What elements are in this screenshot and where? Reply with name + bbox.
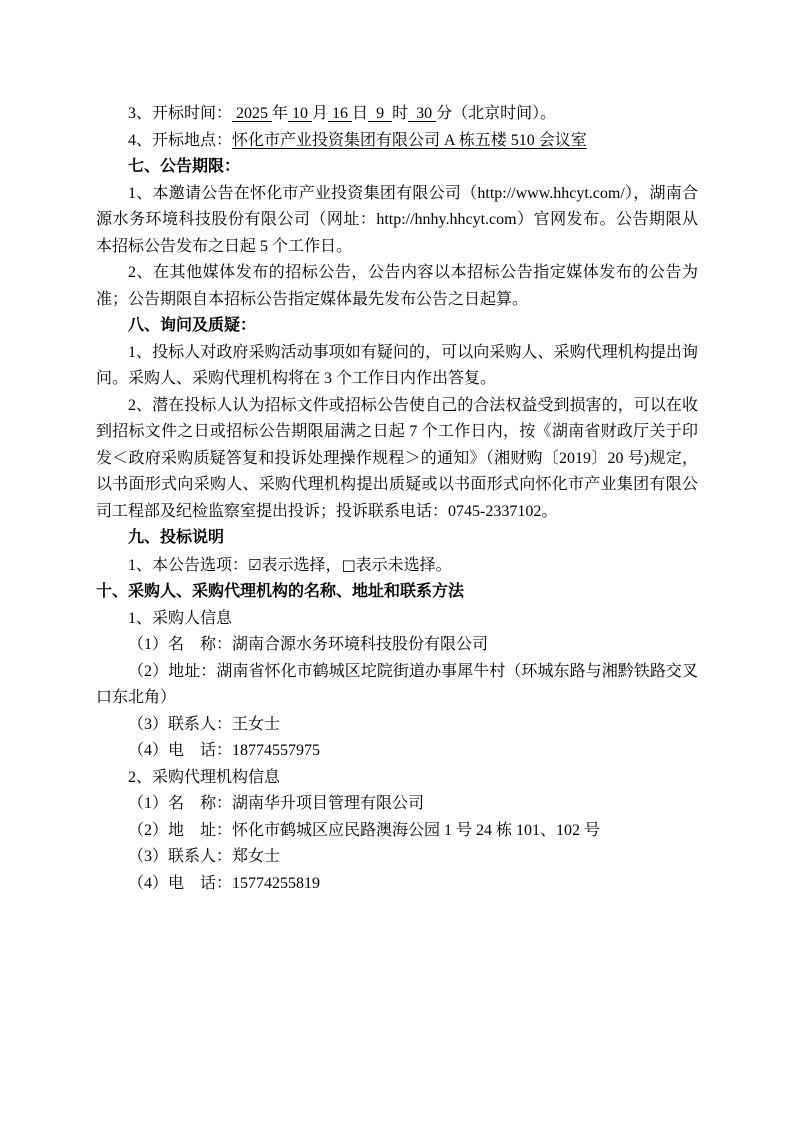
bid-opening-hour-blank: 9	[368, 105, 393, 122]
bid-opening-unit-month: 月	[312, 105, 329, 122]
bid-opening-unit-year: 年	[272, 105, 289, 122]
bid-instructions-option-label: 1、本公告选项：	[128, 556, 249, 574]
bid-opening-day-blank: 16	[328, 105, 353, 122]
bid-opening-place-line	[96, 128, 698, 155]
bid-opening-place-value: 怀化市产业投资集团有限公司 A 栋五楼 510 会议室	[232, 131, 587, 149]
announcement-period-para1: 1、本邀请公告在怀化市产业投资集团有限公司（http://www.hhcyt.com/），湖南合源水务环境科技股份有限公司（网址：http://hnhy.hhcyt.com）官网发布。公告期限从本招标公告发布之日起 5 个工作日。	[96, 184, 698, 255]
agency-name-line: （1）名 称：湖南华升项目管理有限公司	[128, 795, 425, 812]
unchecked-checkbox-icon: □	[341, 555, 356, 574]
purchaser-info-title: 1、采购人信息	[128, 609, 233, 627]
bid-opening-month-blank: 10	[288, 105, 313, 122]
section-heading-bid-instructions: 九、投标说明	[128, 529, 225, 546]
bid-opening-place-label: 4、开标地点：	[128, 131, 233, 149]
bid-opening-unit-hour: 时	[392, 105, 409, 122]
bid-opening-unit-day: 日	[352, 105, 369, 122]
purchaser-name-line: （1）名 称：湖南合源水务环境科技股份有限公司	[128, 636, 489, 653]
bid-opening-minute-blank: 30	[408, 105, 437, 122]
section-heading-inquiry: 八、询问及质疑：	[128, 317, 257, 334]
section-heading-announcement-period: 七、公告期限：	[128, 158, 241, 175]
checked-checkbox-icon: ☑	[248, 555, 262, 574]
checked-option-text: 表示选择，	[261, 556, 342, 574]
agency-info-title: 2、采购代理机构信息	[128, 768, 281, 786]
section-heading-contacts: 十、采购人、采购代理机构的名称、地址和联系方法	[96, 583, 465, 600]
bid-opening-year-blank: 2025	[232, 105, 273, 122]
bid-opening-time-line	[96, 101, 698, 128]
bid-opening-unit-minute: 分	[436, 105, 453, 122]
inquiry-para2: 2、潜在投标人认为招标文件或招标公告使自己的合法权益受到损害的，可以在收到招标文件之日或招标公告期限届满之日起 7 个工作日内，按《湖南省财政厅关于印发＜政府采购质疑答复和投诉处理操作规程＞的通知》（湘财购〔2019〕20 号)规定，以书面形式向采购人、采购代理机构提出质疑或以书面形式向怀化市产业集团有限公司工程部及纪检监察室提出投诉；投诉联系电话：0745-2337102。	[96, 396, 698, 520]
bid-opening-time-suffix: （北京时间）。	[452, 105, 557, 122]
inquiry-para1: 1、投标人对政府采购活动事项如有疑问的，可以向采购人、采购代理机构提出询问。采购人、采购代理机构将在 3 个工作日内作出答复。	[96, 343, 698, 387]
purchaser-phone-line: （4）电 话：18774557975	[128, 742, 321, 759]
agency-address-line: （2）地 址：怀化市鹤城区应民路澳海公园 1 号 24 栋 101、102 号	[128, 821, 601, 839]
document-page	[96, 101, 698, 897]
bid-opening-time-label: 3、开标时间：	[128, 105, 233, 122]
bid-instructions-option-line	[96, 552, 698, 580]
agency-phone-line: （4）电 话：15774255819	[128, 874, 321, 892]
agency-contact-line: （3）联系人：郑女士	[128, 848, 281, 865]
purchaser-contact-line: （3）联系人：王女士	[128, 715, 281, 733]
unchecked-option-text: 表示未选择。	[355, 556, 452, 574]
announcement-period-para2: 2、在其他媒体发布的招标公告，公告内容以本招标公告指定媒体发布的公告为准；公告期限自本招标公告指定媒体最先发布公告之日起算。	[96, 264, 698, 308]
purchaser-address-line: （2）地址：湖南省怀化市鹤城区坨院街道办事犀牛村（环城东路与湘黔铁路交叉口东北角）	[96, 662, 698, 706]
